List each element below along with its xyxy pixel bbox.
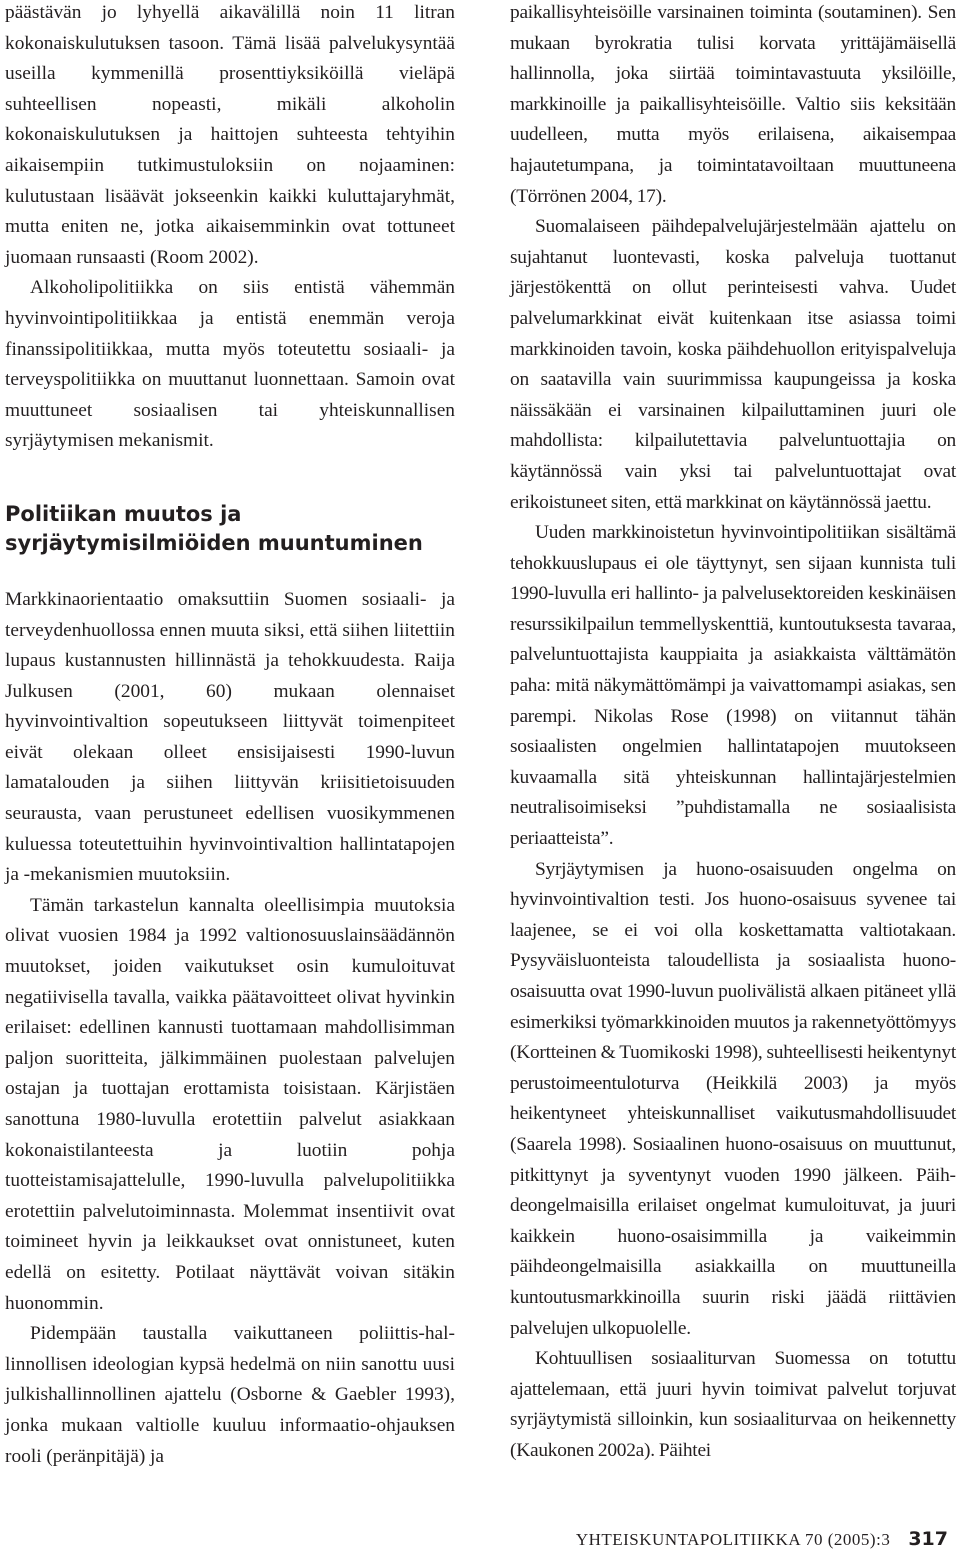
right-paragraph-4: Syrjäytymisen ja huono-osaisuuden ongelma on hyvinvointivaltion testi. Jos huono-osaisuus syvenee tai laajenee, se ei voi olla koskettamatta valtiotakaan. Pysyväisluonteista taloudellista ja sosiaalista huono-osaisuutta ovat 1990-luvun puolivälistä alkaen pitäneet yllä esimerkiksi työmarkkinoiden muutos ja rakennetyöttömyys (Kortteinen & Tuomikoski 1998), suhteellisesti heikentynyt perustoimeentuloturva (Heikkilä 2003) ja myös heikentyneet yhteiskunnalliset vaikutusmahdollisuudet (Saarela 1998). Sosiaalinen huono-osaisuus on muuttunut, pitkittynyt ja syventynyt vuoden 1990 jälkeen. Päihdeongelmaisilla erilaiset ongelmat kumuloituvat, ja juuri kaikkein huono-osaisimmilla ja vaikeimmin päihdeongelmaisilla asiakkailla on muuttuneilla kuntoutusmarkkinoilla suurin riski jäädä riittävien palvelujen ulkopuolelle.	[510, 858, 956, 1339]
left-paragraph-2: Alkoholipolitiikka on siis entistä vähemmän hyvinvointipolitiikkaa ja entistä enemmän veroja finanssipolitiikkaa, mutta myös toteutettu sosiaali- ja terveyspolitiikka on muuttanut luonnettaan. Samoin ovat muuttuneet sosiaalisen tai yhteiskunnallisen syrjäytymisen mekanismit.	[5, 277, 455, 452]
section-heading: Politiikan muutos ja syrjäytymisilmiöiden muuntuminen	[5, 501, 423, 555]
right-paragraph-2: Suomalaiseen päihdepalvelujärjestelmään ajattelu on sujahtanut luontevasti, koska palveluja tuottanut järjestökenttä on ollut perinteisesti vahva. Uudet palvelumarkkinat eivät kuitenkaan itse asiassa toimi markkinoiden tavoin, koska päihdehuollon erityispalveluja on saatavilla vain suurimmissa kaupungeissa ja koska näissäkään ei varsinainen kilpailuttaminen juuri ole mahdollista: kilpailutettavia palveluntuottajia on käytännössä vain yksi tai palveluntuottajat ovat erikoistuneet siten, että markkinat on käytännössä jaettu.	[510, 216, 956, 513]
page-footer	[576, 1528, 948, 1550]
right-paragraph-5: Kohtuullisen sosiaaliturvan Suomessa on totuttu ajattelemaan, että juuri hyvin toimivat palvelut torjuvat syrjäytymistä silloinkin, kun sosiaaliturvaa on heikennetty (Kaukonen 2002a). Päihtei	[510, 1348, 956, 1461]
left-column	[5, 0, 455, 1472]
right-paragraph-3: Uuden markkinoistetun hyvinvointipolitiikan sisältämä tehokkuuslupaus ei ole täyttynyt, sen sijaan kunnista tuli 1990-luvulla eri hallinto- ja palvelusektoreiden keskinäisen resurssikilpailun temmellyskenttiä, kuntoutuksesta tavaraa, palveluntuottajista kauppiaita ja asiakkaista välttämätön paha: mitä näkymättömämpi ja vaivattomampi asiakas, sen parempi. Nikolas Rose (1998) on viitannut tähän sosiaalisten ongelmien hallintatapojen muutokseen kuvaamalla sitä yhteiskunnan hallintajärjestelmien neutralisoimiseksi ”puhdistamalla ne sosiaalisista periaatteista”.	[510, 522, 956, 850]
left-paragraph-3: Markkinaorientaatio omaksuttiin Suomen sosiaali- ja terveydenhuollossa ennen muuta siksi, että siihen liitettiin lupaus kustannusten hillinnästä ja tehokkuudesta. Raija Julkusen (2001, 60) mukaan olennaiset hyvinvointivaltion sopeutukseen liittyvät toimenpiteet eivät olekaan olleet ensisijaisesti 1990-luvun lamatalouden ja siihen liittyvän kriisitietoisuuden seurausta, vaan perustuneet edellisen vuosikymmenen kuluessa toteutettuihin hyvinvointivaltion hallintatapojen ja -mekanismien muutoksiin.	[5, 588, 455, 886]
right-column	[510, 0, 956, 1467]
right-paragraph-1: paikallisyhteisöille varsinainen toiminta (soutaminen). Sen mukaan byrokratia tulisi korvata yrittäjämäisellä hallinnolla, joka siirtää toimintavastuuta yksilöille, markkinoille ja paikallisyhteisöille. Valtio siis keksitään uudelleen, mutta myös erilaisena, aikaisempaa hajautetumpana, ja toimintatavoiltaan muuttuneena (Törrönen 2004, 17).	[510, 2, 956, 207]
page-number: 317	[908, 1528, 948, 1550]
journal-reference: YHTEISKUNTAPOLITIIKKA 70 (2005):3	[575, 1530, 891, 1549]
left-paragraph-1: päästävän jo lyhyellä aikavälillä noin 11 litran kokonaiskulutuksen tasoon. Tämä lisää palvelukysyntää useilla kymmenillä prosenttiyksiköillä vieläpä suhteellisen nopeasti, mikäli alkoholin kokonaiskulutuksen ja haittojen suhteesta tehtyihin aikaisempiin tutkimustuloksiin on nojaaminen: kulutustaan lisäävät jokseenkin kaikki kuluttajaryhmät, mutta eniten ne, jotka aikaisemminkin ovat tottuneet juomaan runsaasti (Room 2002).	[5, 2, 455, 268]
left-paragraph-4: Tämän tarkastelun kannalta oleellisimpia muutoksia olivat vuosien 1984 ja 1992 valtionosuuslainsäädännön muutokset, joiden vaikutukset osin kumuloituvat negatiivisella tavalla, vaikka päätavoitteet olivat hyvinkin erilaiset: edellinen kannusti tuottamaan mahdollisimman paljon suoritteita, jälkimmäinen puolestaan palvelujen ostajan ja tuottajan erottamista toisistaan. Kärjistäen sanottuna 1980-luvulla erotettiin palvelut asiakkaan kokonaistilanteesta ja luotiin pohja tuotteistamisajattelulle, 1990-luvulla palvelupolitiikka erotettiin palvelutoiminnasta. Molemmat insentiivit ovat toimineet hyvin ja leikkaukset ovat onnistuneet, kuten edellä on esitetty. Potilaat näyttävät voivan sitäkin huonommin.	[5, 894, 455, 1314]
left-paragraph-5: Pidempään taustalla vaikuttaneen poliittis-hallinnollisen ideologian kypsä hedelmä on niin sanottu uusi julkishallinnollinen ajattelu (Osborne & Gaebler 1993), jonka mukaan valtiolle kuuluu informaatio-ohjauksen rooli (peränpitäjä) ja	[5, 1323, 455, 1467]
